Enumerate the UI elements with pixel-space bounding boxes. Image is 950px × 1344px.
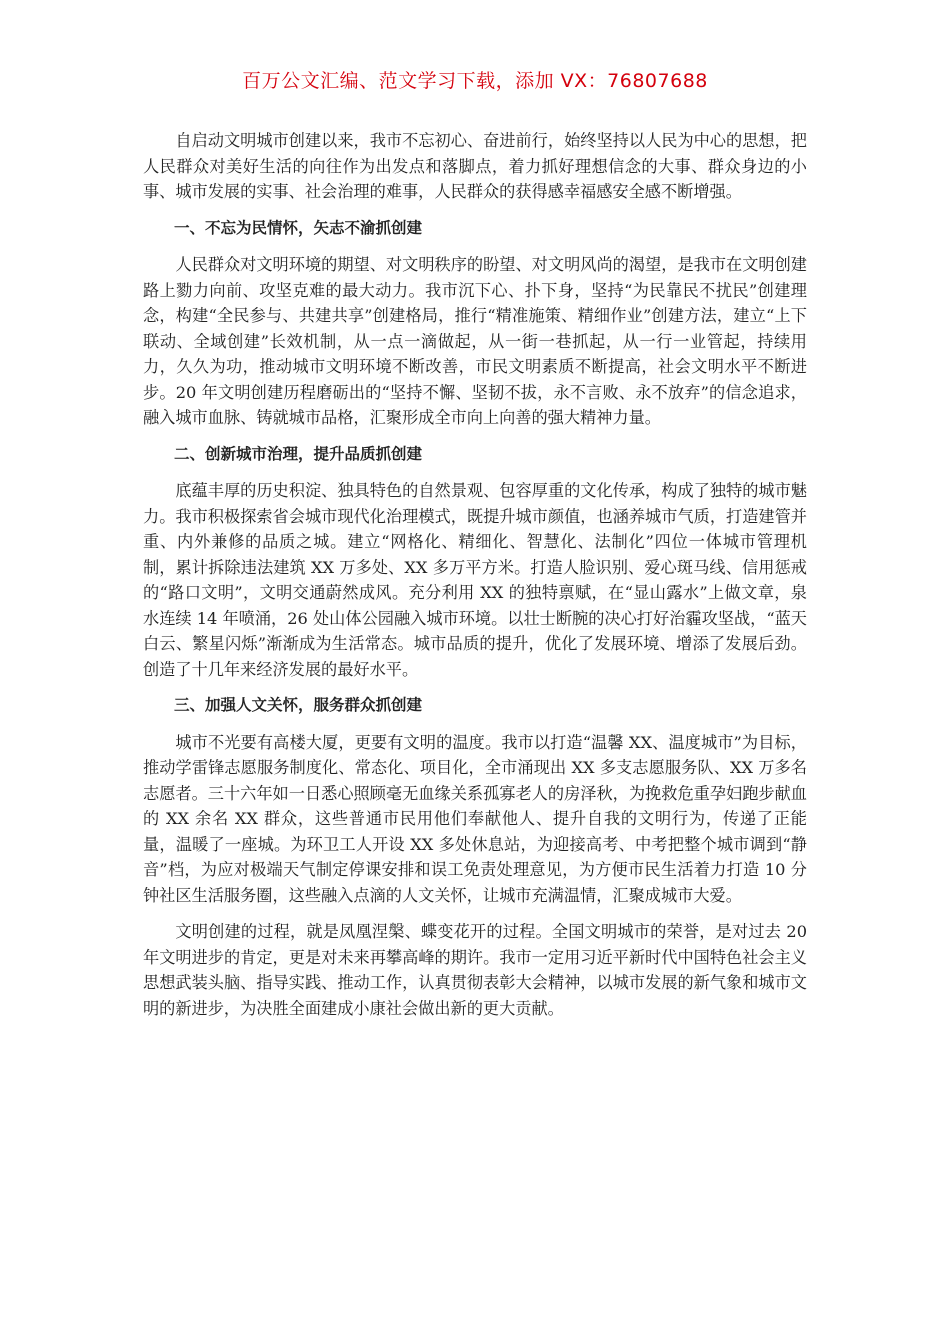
conclusion-paragraph: 文明创建的过程，就是凤凰涅槃、蝶变花开的过程。全国文明城市的荣誉，是对过去 20 年文明进步的肯定，更是对未来再攀高峰的期许。我市一定用习近平新时代中国特色社会主义思想武装头脑、指导实践、推动工作，认真贯彻表彰大会精神，以城市发展的新气象和城市文明的新进步，为决胜全面建成小康社会做出新的更大贡献。 — [143, 922, 807, 1018]
section-heading-3: 三、加强人文关怀，服务群众抓创建 — [174, 696, 423, 714]
section-heading-2: 二、创新城市治理，提升品质抓创建 — [174, 444, 423, 463]
intro-paragraph: 自启动文明城市创建以来，我市不忘初心、奋进前行，始终坚持以人民为中心的思想，把人民群众对美好生活的向往作为出发点和落脚点，着力抓好理想信念的大事、群众身边的小事、城市发展的实事、社会治理的难事，人民群众的获得感幸福感安全感不断增强。 — [143, 131, 807, 201]
section-paragraph-1: 人民群众对文明环境的期望、对文明秩序的盼望、对文明风尚的渴望，是我市在文明创建路上勠力向前、攻坚克难的最大动力。我市沉下心、扑下身，坚持“为民靠民不扰民”创建理念，构建“全民参与、共建共享”创建格局，推行“精准施策、精细作业”创建方法，建立“上下联动、全域创建”长效机制，从一点一滴做起，从一街一巷抓起，从一行一业管起，持续用力，久久为功，推动城市文明环境不断改善，市民文明素质不断提高，社会文明水平不断进步。20 年文明创建历程磨砺出的“坚持不懈、坚韧不拔，永不言败、永不放弃”的信念追求，融入城市血脉、铸就城市品格，汇聚形成全市向上向善的强大精神力量。 — [143, 255, 807, 427]
document-body — [143, 128, 807, 1032]
section-paragraph-3: 城市不光要有高楼大厦，更要有文明的温度。我市以打造“温馨 XX、温度城市”为目标，推动学雷锋志愿服务制度化、常态化、项目化，全市涌现出 XX 多支志愿服务队、XX 万多名志愿者。三十六年如一日悉心照顾毫无血缘关系孤寡老人的房泽秋，为挽救危重孕妇跑步献血的 XX 余名 XX 群众，这些普通市民用他们奉献他人、提升自我的文明行为，传递了正能量，温暖了一座城。为环卫工人开设 XX 多处休息站，为迎接高考、中考把整个城市调到“静音”档，为应对极端天气制定停课安排和误工免责处理意见，为方便市民生活着力打造 10 分钟社区生活服务圈，这些融入点滴的人文关怀，让城市充满温情，汇聚成城市大爱。 — [143, 732, 807, 905]
section-heading-1: 一、不忘为民情怀，矢志不渝抓创建 — [174, 218, 423, 237]
section-paragraph-2: 底蕴丰厚的历史积淀、独具特色的自然景观、包容厚重的文化传承，构成了独特的城市魅力。我市积极探索省会城市现代化治理模式，既提升城市颜值，也涵养城市气质，打造建管并重、内外兼修的品质之城。建立“网格化、精细化、智慧化、法制化”四位一体城市管理机制，累计拆除违法建筑 XX 万多处、XX 多万平方米。打造人脸识别、爱心斑马线、信用惩戒的“路口文明”，文明交通蔚然成风。充分利用 XX 的独特禀赋，在“显山露水”上做文章，泉水连续 14 年喷涌，26 处山体公园融入城市环境。以壮士断腕的决心打好治霾攻坚战，“蓝天白云、繁星闪烁”渐渐成为生活常态。城市品质的提升，优化了发展环境、增添了发展后劲。创造了十几年来经济发展的最好水平。 — [143, 481, 807, 679]
header-banner: 百万公文汇编、范文学习下载，添加 VX：76807688 — [242, 70, 708, 92]
